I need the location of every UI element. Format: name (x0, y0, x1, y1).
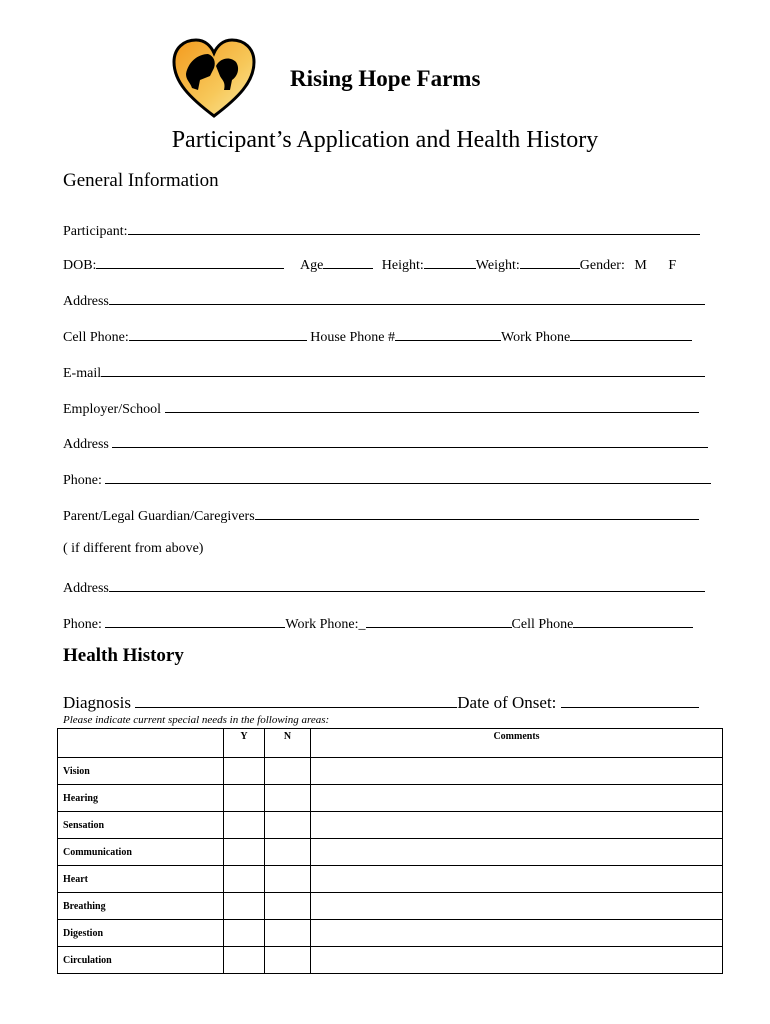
guardian-address-row (63, 577, 705, 597)
participant-field[interactable] (128, 220, 700, 235)
yes-cell[interactable] (224, 893, 265, 920)
no-cell[interactable] (265, 785, 311, 812)
table-row (58, 893, 723, 920)
area-label: Vision (58, 758, 224, 785)
table-row (58, 947, 723, 974)
yes-cell[interactable] (224, 866, 265, 893)
area-header (58, 729, 224, 758)
dob-field[interactable] (96, 254, 284, 269)
special-needs-table (57, 728, 723, 974)
area-label: Sensation (58, 812, 224, 839)
guardian-address-label: Address (63, 581, 109, 596)
height-field[interactable] (424, 254, 476, 269)
participant-row (63, 220, 700, 240)
gender-label: Gender: (579, 258, 625, 273)
employer-address-row (63, 433, 708, 453)
if-different-note: ( if different from above) (63, 541, 204, 556)
onset-label: Date of Onset: (457, 693, 557, 712)
area-label: Hearing (58, 785, 224, 812)
address-row (63, 290, 705, 310)
diagnosis-field[interactable] (135, 692, 457, 708)
guardian-phones-row (63, 613, 693, 633)
comments-cell[interactable] (311, 785, 723, 812)
page-title: Participant’s Application and Health History (171, 127, 599, 153)
employer-phone-row (63, 469, 711, 489)
guardian-cell-phone-field[interactable] (573, 613, 693, 628)
table-row (58, 839, 723, 866)
guardian-field[interactable] (255, 505, 699, 520)
email-row (63, 362, 705, 382)
table-row (58, 812, 723, 839)
comments-cell[interactable] (311, 812, 723, 839)
comments-cell[interactable] (311, 947, 723, 974)
employer-field[interactable] (165, 398, 699, 413)
dob-label: DOB: (63, 258, 97, 273)
age-field[interactable] (323, 254, 373, 269)
guardian-address-field[interactable] (109, 577, 705, 592)
employer-address-label: Address (63, 437, 109, 452)
no-cell[interactable] (265, 758, 311, 785)
employer-row (63, 398, 699, 418)
comments-cell[interactable] (311, 758, 723, 785)
employer-phone-field[interactable] (105, 469, 711, 484)
yes-cell[interactable] (224, 839, 265, 866)
house-phone-label: House Phone # (310, 330, 396, 345)
table-row (58, 785, 723, 812)
diagnosis-label: Diagnosis (63, 693, 131, 712)
participant-label: Participant: (63, 224, 128, 239)
cell-phone-field[interactable] (129, 326, 307, 341)
employer-address-field[interactable] (112, 433, 708, 448)
table-row (58, 866, 723, 893)
comments-header: Comments (311, 729, 723, 758)
work-phone-field[interactable] (570, 326, 692, 341)
guardian-phone-label: Phone: (63, 617, 102, 632)
no-cell[interactable] (265, 920, 311, 947)
address-field[interactable] (109, 290, 705, 305)
guardian-cell-phone-label: Cell Phone (511, 617, 574, 632)
gender-m-option[interactable]: M (634, 258, 647, 273)
heart-horse-logo-icon (170, 36, 258, 120)
gender-f-option[interactable]: F (668, 258, 677, 273)
area-label: Digestion (58, 920, 224, 947)
yes-cell[interactable] (224, 785, 265, 812)
no-cell[interactable] (265, 812, 311, 839)
no-cell[interactable] (265, 893, 311, 920)
diagnosis-row (63, 692, 699, 713)
guardian-phone-field[interactable] (105, 613, 285, 628)
guardian-work-phone-label: Work Phone:_ (285, 617, 366, 632)
comments-cell[interactable] (311, 893, 723, 920)
special-needs-note: Please indicate current special needs in the following areas: (63, 714, 330, 726)
weight-field[interactable] (520, 254, 580, 269)
comments-cell[interactable] (311, 920, 723, 947)
comments-cell[interactable] (311, 866, 723, 893)
house-phone-field[interactable] (395, 326, 501, 341)
employer-label: Employer/School (63, 402, 161, 417)
no-cell[interactable] (265, 866, 311, 893)
comments-cell[interactable] (311, 839, 723, 866)
no-cell[interactable] (265, 947, 311, 974)
weight-label: Weight: (475, 258, 520, 273)
yes-cell[interactable] (224, 812, 265, 839)
onset-field[interactable] (561, 692, 699, 708)
table-row (58, 920, 723, 947)
address-label: Address (63, 294, 109, 309)
yes-cell[interactable] (224, 947, 265, 974)
area-label: Heart (58, 866, 224, 893)
area-label: Circulation (58, 947, 224, 974)
cell-phone-label: Cell Phone: (63, 330, 129, 345)
guardian-label: Parent/Legal Guardian/Caregivers (63, 509, 255, 524)
guardian-row (63, 505, 699, 525)
guardian-work-phone-field[interactable] (366, 613, 512, 628)
health-history-heading: Health History (63, 645, 184, 666)
email-field[interactable] (101, 362, 705, 377)
dob-row (63, 254, 676, 274)
yes-cell[interactable] (224, 920, 265, 947)
work-phone-label: Work Phone (501, 330, 571, 345)
no-header: N (265, 729, 311, 758)
age-label: Age (299, 258, 324, 273)
no-cell[interactable] (265, 839, 311, 866)
area-label: Breathing (58, 893, 224, 920)
org-name: Rising Hope Farms (290, 66, 481, 91)
table-row (58, 758, 723, 785)
height-label: Height: (381, 258, 424, 273)
general-info-heading: General Information (63, 170, 219, 191)
employer-phone-label: Phone: (63, 473, 102, 488)
yes-cell[interactable] (224, 758, 265, 785)
table-header-row (58, 729, 723, 758)
email-label: E-mail (63, 366, 102, 381)
area-label: Communication (58, 839, 224, 866)
phones-row (63, 326, 692, 346)
yes-header: Y (224, 729, 265, 758)
